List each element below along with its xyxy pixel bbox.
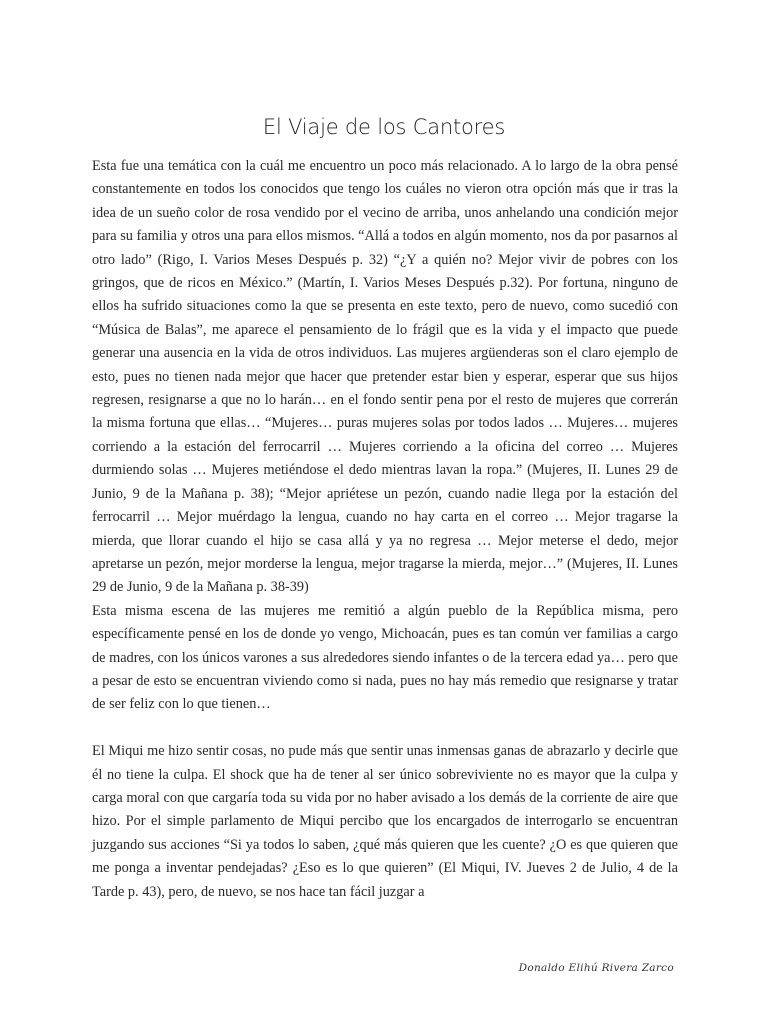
paragraph-3: El Miqui me hizo sentir cosas, no pude más que sentir unas inmensas ganas de abrazarlo y decirle que él no tiene la culpa. El shock que ha de tener al ser único sobreviviente no es mayor que la culpa y carga moral con que cargaría toda su vida por no haber avisado a los demás de la corriente de aire que hizo. Por el simple parlamento de Miqui percibo que los encargados de interrogarlo se encuentran juzgando sus acciones “Si ya todos lo saben, ¿qué más quieren que les cuente? ¿O es que quieren que me ponga a inventar pendejadas? ¿Eso es lo que quieren” (El Miqui, IV. Jueves 2 de Julio, 4 de la Tarde p. 43), pero, de nuevo, se nos hace tan fácil juzgar a — [92, 743, 678, 900]
document-body — [92, 155, 678, 904]
paragraph-2: Esta misma escena de las mujeres me remitió a algún pueblo de la República misma, pero específicamente pensé en los de donde yo vengo, Michoacán, pues es tan común ver familias a cargo de madres, con los únicos varones a sus alrededores siendo infantes o de la tercera edad ya… pero que a pesar de esto se encuentran viviendo como si nada, pues no hay más remedio que resignarse y tratar de ser feliz con lo que tienen… — [92, 602, 678, 713]
paragraph-1: Esta fue una temática con la cuál me encuentro un poco más relacionado. A lo largo de la obra pensé constantemente en todos los conocidos que tengo los cuáles no vieron otra opción más que ir tras la idea de un sueño color de rosa vendido por el vecino de arriba, unos anhelando una condición mejor para su familia y otros una para ellos mismos. “Allá a todos en algún momento, nos da por pasarnos al otro lado” (Rigo, I. Varios Meses Después p. 32) “¿Y a quién no? Mejor vivir de pobres con los gringos, que de ricos en México.” (Martín, I. Varios Meses Después p.32). Por fortuna, ninguno de ellos ha sufrido situaciones como la que se presenta en este texto, pero de nuevo, como sucedió con “Música de Balas”, me aparece el pensamiento de lo frágil que es la vida y el impacto que puede generar una ausencia en la vida de otros individuos. Las mujeres argüenderas son el claro ejemplo de esto, pues no tienen nada mejor que hacer que pretender estar bien y esperar, esperar que sus hijos regresen, resignarse a que no lo harán… en el fondo sentir pena por el resto de mujeres que correrán la misma fortuna que ellas… “Mujeres… puras mujeres solas por todos lados … Mujeres… mujeres corriendo a la estación del ferrocarril … Mujeres corriendo a la oficina del correo … Mujeres durmiendo solas … Mujeres metiéndose el dedo mientras lavan la ropa.” (Mujeres, II. Lunes 29 de Junio, 9 de la Mañana p. 38); “Mejor apriétese un pezón, cuando nadie llega por la estación del ferrocarril … Mejor muérdago la lengua, cuando no hay carta en el correo … Mejor tragarse la mierda, que llorar cuando el hijo se casa allá y ya no regresa … Mejor meterse el dedo, mejor apretarse un pezón, mejor morderse la lengua, mejor tragarse la mierda, mejor…” (Mujeres, II. Lunes 29 de Junio, 9 de la Mañana p. 38-39) — [92, 158, 678, 596]
paragraph-gap — [92, 717, 678, 740]
author-signature: Donaldo Elihú Rivera Zarco — [518, 962, 674, 974]
page-title: El Viaje de los Cantores — [262, 115, 506, 139]
